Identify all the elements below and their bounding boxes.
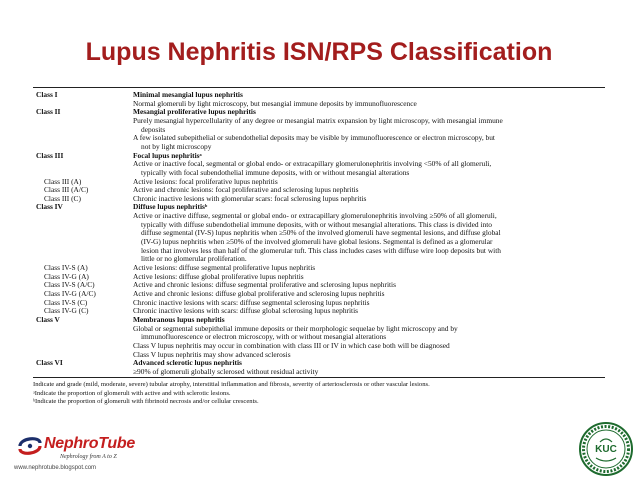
seal-letters: KUC — [595, 444, 617, 455]
classification-table — [33, 86, 605, 416]
class-description: Active lesions: diffuse global proliferative lupus nephritis — [133, 271, 304, 281]
class-description: Normal glomeruli by light microscopy, but mesangial immune deposits by immunofluorescence — [133, 98, 417, 108]
class-description: typically with focal subendothelial immune deposits, with or without mesangial alterations — [141, 167, 410, 177]
class-label: Class IV-G (C) — [44, 306, 89, 316]
class-label: Class V — [36, 314, 60, 324]
class-description: Class V lupus nephritis may show advanced sclerosis — [133, 349, 291, 359]
class-label: Class I — [36, 90, 58, 99]
table-row — [33, 367, 605, 378]
class-description: immunofluorescence or electron microscopy, with or without mesangial alterations — [141, 332, 387, 342]
logo-url: www.nephrotube.blogspot.com — [14, 465, 97, 471]
class-label: Class IV-G (A/C) — [44, 288, 96, 298]
class-description: Active lesions: focal proliferative lupus nephritis — [133, 176, 278, 186]
class-label: Class IV — [36, 202, 63, 212]
class-label: Class III (C) — [44, 193, 81, 203]
class-description: not by light microscopy — [141, 141, 212, 151]
class-description: Focal lupus nephritisᵃ — [133, 150, 202, 160]
class-description: (IV-G) lupus nephritis when ≥50% of the involved glomeruli have global lesions. Segmental is defined as a glomerular — [141, 237, 493, 247]
class-description: Active and chronic lesions: diffuse segmental proliferative and sclerosing lupus nephritis — [133, 280, 396, 290]
class-description: Active or inactive diffuse, segmental or global endo- or extracapillary glomerulonephritis involving ≥50% of all glomeruli, — [133, 211, 497, 221]
class-description: Diffuse lupus nephritisᵇ — [133, 202, 208, 212]
class-description: deposits — [141, 124, 166, 134]
class-description: Purely mesangial hypercellularity of any degree or mesangial matrix expansion by light microscopy, with mesangial immune — [133, 115, 503, 125]
table-footnote: ᵇIndicate the proportion of glomeruli with fibrinoid necrosis and/or cellular crescents. — [33, 397, 259, 405]
class-label: Class III (A) — [44, 176, 82, 186]
class-description: A few isolated subepithelial or subendothelial deposits may be visible by immunofluorescence or electron microscopy, but — [133, 133, 495, 143]
class-label: Class VI — [36, 358, 63, 368]
class-description: Membranous lupus nephritis — [133, 314, 225, 324]
slide-title: Lupus Nephritis ISN/RPS Classification — [85, 38, 553, 66]
nephrotube-logo — [14, 432, 134, 477]
class-description: little or no glomerular proliferation. — [141, 254, 247, 264]
university-seal-icon — [578, 421, 634, 477]
logo-name: NephroTube — [44, 435, 135, 452]
class-description: Advanced sclerotic lupus nephritis — [133, 358, 242, 368]
class-description: Active or inactive focal, segmental or global endo- or extracapillary glomerulonephritis involving <50% of all glomeruli, — [133, 159, 492, 169]
class-label: Class IV-S (A) — [44, 263, 88, 272]
class-description: Active and chronic lesions: diffuse global proliferative and sclerosing lupus nephritis — [133, 288, 385, 298]
class-label: Class III — [36, 150, 64, 160]
class-description: Chronic inactive lesions with glomerular scars: focal sclerosing lupus nephritis — [133, 193, 367, 203]
class-description: Active lesions: diffuse segmental proliferative lupus nephritis — [133, 263, 316, 272]
nephrotube-s-icon — [16, 434, 44, 458]
class-description: lesion that involves less than half of the glomerular tuft. This class includes cases with diffuse wire loop deposits but with — [141, 245, 501, 255]
class-description: diffuse segmental (IV-S) lupus nephritis when ≥50% of the involved glomeruli have segmental lesions, and diffuse global — [141, 228, 501, 238]
class-description: Chronic inactive lesions with scars: diffuse global sclerosing lupus nephritis — [133, 306, 359, 316]
table-footnote: Indicate and grade (mild, moderate, severe) tubular atrophy, interstitial inflammation and fibrosis, severity of arteriosclerosis or other vascular lesions. — [33, 381, 430, 389]
class-description: typically with diffuse subendothelial immune deposits, with or without mesangial alterations. This class is divided into — [141, 219, 492, 229]
class-description: Mesangial proliferative lupus nephritis — [133, 107, 256, 117]
class-description: Global or segmental subepithelial immune deposits or their morphologic sequelae by light microscopy and by — [133, 323, 458, 333]
table-rule — [33, 87, 605, 88]
table-footnote: ᵃIndicate the proportion of glomeruli with active and with sclerotic lesions. — [33, 389, 231, 397]
class-description: Minimal mesangial lupus nephritis — [133, 90, 243, 99]
class-description: Class V lupus nephritis may occur in combination with class III or IV in which case both will be diagnosed — [133, 340, 450, 350]
table-rule — [33, 377, 605, 378]
class-label: Class II — [36, 107, 61, 117]
class-label: Class IV-S (A/C) — [44, 280, 95, 290]
class-description: Chronic inactive lesions with scars: diffuse segmental sclerosing lupus nephritis — [133, 297, 370, 307]
class-label: Class IV-S (C) — [44, 297, 88, 307]
class-description: ≥90% of glomeruli globally sclerosed without residual activity — [133, 366, 319, 376]
class-label: Class IV-G (A) — [44, 271, 89, 281]
class-label: Class III (A/C) — [44, 185, 89, 195]
class-description: Active and chronic lesions: focal proliferative and sclerosing lupus nephritis — [133, 185, 359, 195]
logo-tagline: Nephrology from A to Z — [60, 454, 117, 460]
